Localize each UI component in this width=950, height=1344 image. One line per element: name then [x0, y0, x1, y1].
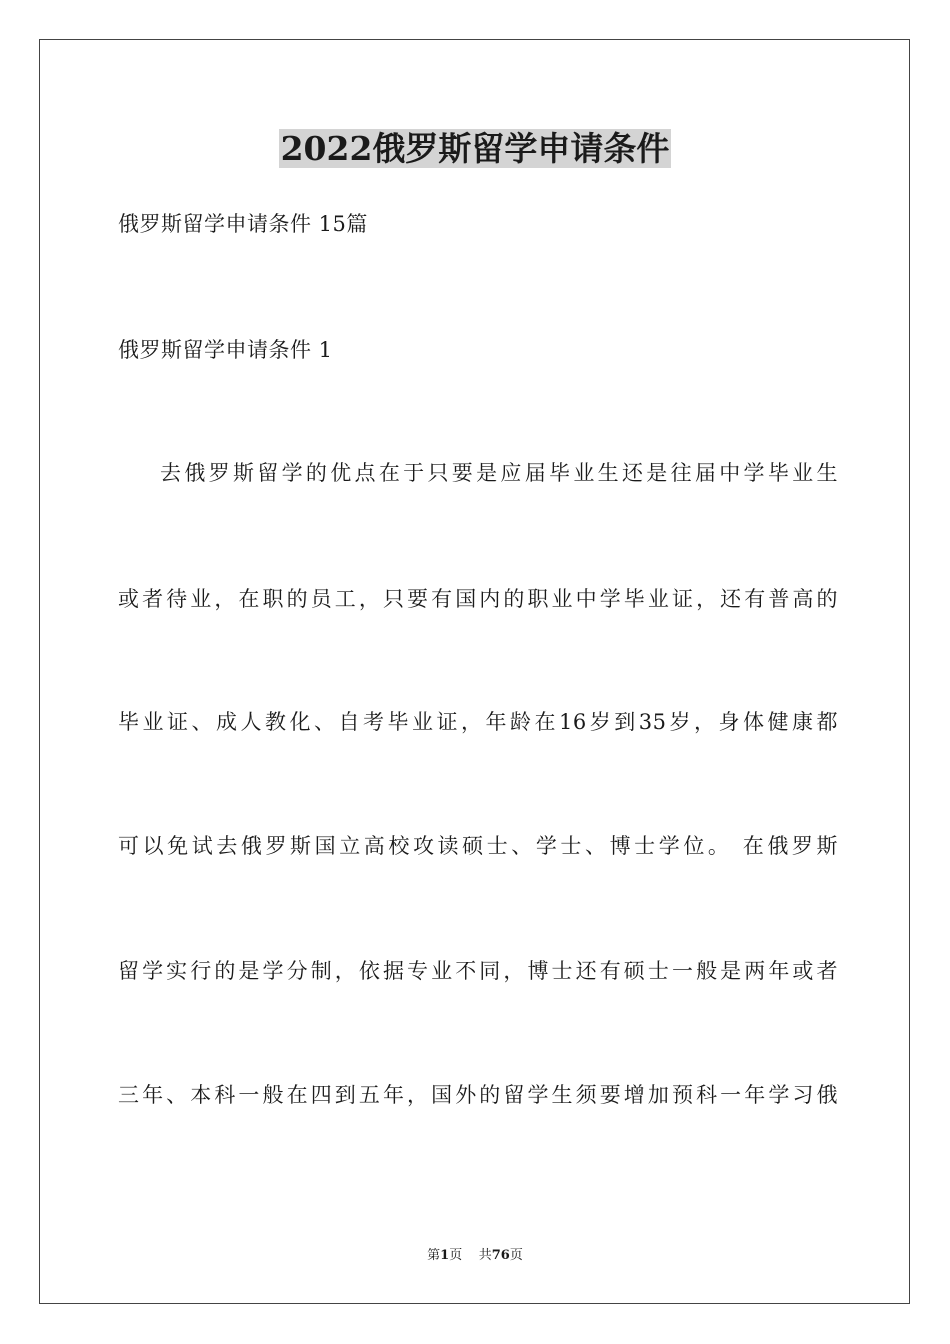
paragraph-line: 留学实行的是学分制，依据专业不同，博士还有硕士一般是两年或者	[118, 959, 838, 983]
paragraph-line: 或者待业，在职的员工，只要有国内的职业中学毕业证，还有普高的	[118, 587, 838, 611]
paragraph-line: 去俄罗斯留学的优点在于只要是应届毕业生还是往届中学毕业生	[160, 461, 838, 485]
footer-total-suffix: 页	[509, 1248, 523, 1263]
document-title-text: 2022俄罗斯留学申请条件	[280, 129, 670, 168]
section-heading: 俄罗斯留学申请条件 1	[118, 338, 333, 362]
paragraph-line: 可以免试去俄罗斯国立高校攻读硕士、学士、博士学位。 在俄罗斯	[118, 834, 838, 858]
document-subtitle: 俄罗斯留学申请条件 15篇	[118, 212, 368, 236]
footer-page-prefix: 第	[427, 1248, 441, 1263]
footer-total-pages: 76	[491, 1248, 510, 1263]
footer-page-number: 1	[440, 1248, 450, 1263]
footer-page-suffix: 页	[449, 1248, 463, 1263]
document-title	[0, 126, 950, 172]
paragraph-line: 毕业证、成人教化、自考毕业证，年龄在16岁到35岁，身体健康都	[118, 710, 838, 734]
paragraph-line: 三年、本科一般在四到五年，国外的留学生须要增加预科一年学习俄	[118, 1083, 838, 1107]
footer-total-prefix: 共	[478, 1248, 492, 1263]
page-footer	[0, 1247, 950, 1265]
